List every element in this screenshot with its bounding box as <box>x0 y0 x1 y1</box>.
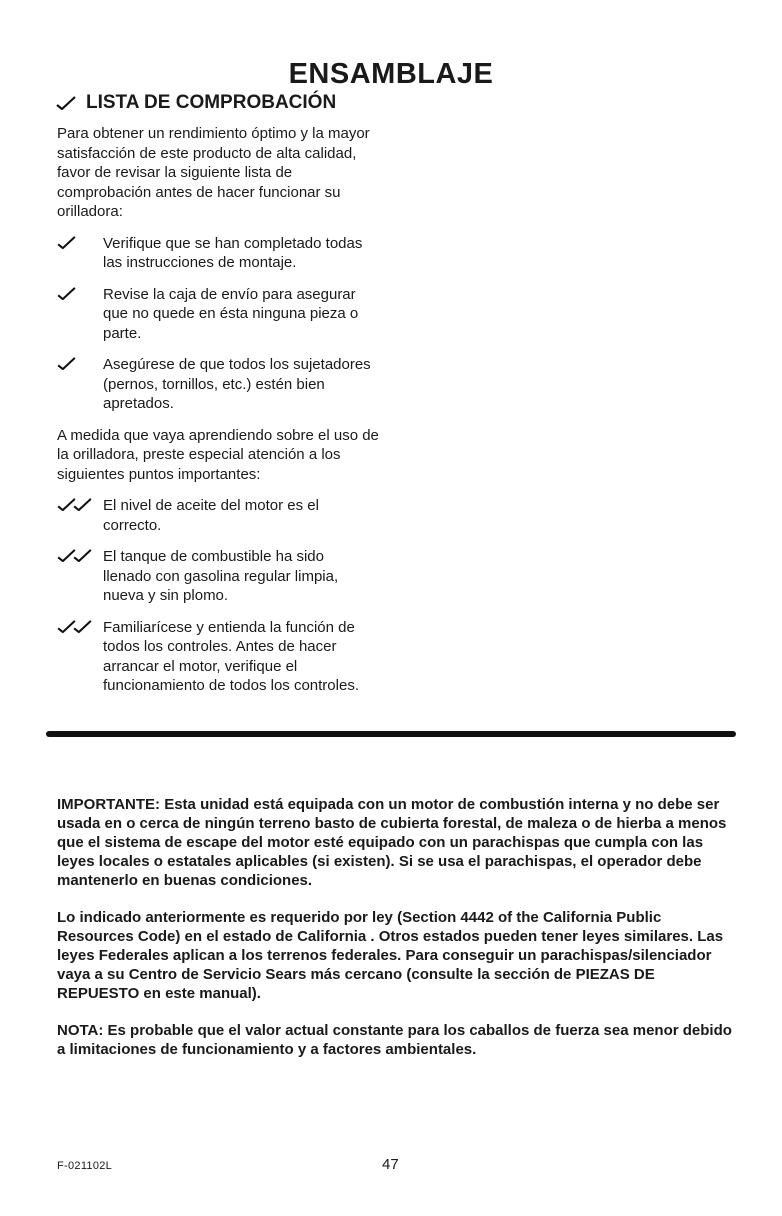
notices-block <box>57 795 732 1077</box>
important-point-text: El nivel de aceite del motor es el correcto. <box>103 497 319 534</box>
important-point-item <box>57 547 387 606</box>
page-number: 47 <box>382 1156 399 1173</box>
section-heading <box>56 92 336 114</box>
checklist-item <box>57 234 387 273</box>
important-notice: IMPORTANTE: Esta unidad está equipada con un motor de combustión interna y no debe ser usada en o cerca de ningún terreno basto de cubierta forestal, de maleza o de hierba a menos que el sistema de escape del motor esté equipado con un parachispas que cumpla con las leyes locales o estatales aplicables (si existen). Si se usa el parachispas, el operador debe mantenerlo en buenas condiciones. <box>57 796 727 889</box>
checkmark-icon <box>56 96 76 110</box>
law-notice: Lo indicado anteriormente es requerido por ley (Section 4442 of the California Public Resources Code) en el estado de California . Otros estados pueden tener leyes similares. Las leyes Federales aplican a los terrenos federales. Para conseguir un parachispas/silenciador vaya a su Centro de Servicio Sears más cercano (consulte la sección de PIEZAS DE REPUESTO en este manual). <box>57 909 724 1002</box>
section-divider <box>46 731 736 737</box>
document-code: F-021102L <box>57 1160 113 1172</box>
page-title: ENSAMBLAJE <box>288 58 494 90</box>
checkmark-icon <box>57 357 76 370</box>
nota-notice: NOTA: Es probable que el valor actual constante para los caballos de fuerza sea menor debido a limitaciones de funcionamiento y a factores ambientales. <box>57 1022 732 1058</box>
checkmark-icon <box>57 236 76 249</box>
checkmark-icon <box>73 549 92 562</box>
important-point-item <box>57 618 387 696</box>
checkmark-icon <box>57 287 76 300</box>
checklist-item-text: Verifique que se han completado todas las instrucciones de montaje. <box>103 234 363 271</box>
section-title: LISTA DE COMPROBACIÓN <box>86 92 337 113</box>
intro-paragraph: Para obtener un rendimiento óptimo y la mayor satisfacción de este producto de alta calidad, favor de revisar la siguiente lista de comprobación antes de hacer funcionar su orilladora: <box>57 125 370 220</box>
checkmark-icon <box>73 620 92 633</box>
checklist-column <box>57 124 387 708</box>
mid-paragraph: A medida que vaya aprendiendo sobre el uso de la orilladora, preste especial atención a los siguientes puntos importantes: <box>57 426 379 483</box>
important-point-text: Familiarícese y entienda la función de todos los controles. Antes de hacer arrancar el motor, verifique el funcionamiento de todos los controles. <box>103 618 359 694</box>
important-point-item <box>57 496 387 535</box>
important-point-text: El tanque de combustible ha sido llenado con gasolina regular limpia, nueva y sin plomo. <box>103 548 339 604</box>
checklist-item <box>57 285 387 344</box>
checklist-item-text: Asegúrese de que todos los sujetadores (pernos, tornillos, etc.) estén bien apretados. <box>103 356 371 412</box>
checklist-item <box>57 355 387 414</box>
checklist-item-text: Revise la caja de envío para asegurar que no quede en ésta ninguna pieza o parte. <box>103 285 359 342</box>
checkmark-icon <box>73 498 92 511</box>
